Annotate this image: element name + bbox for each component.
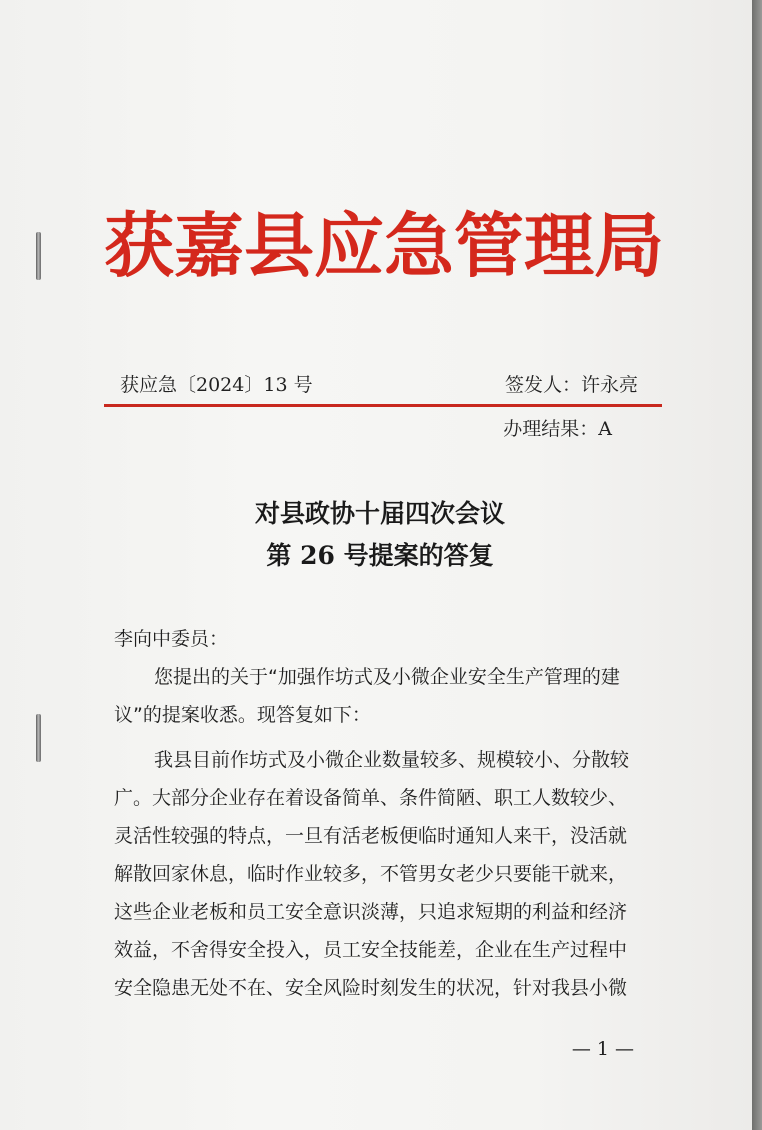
staple-top: [36, 232, 41, 280]
paragraph-line: 安全隐患无处不在、安全风险时刻发生的状况，针对我县小微: [114, 977, 628, 999]
handling-result: 办理结果：A: [503, 418, 612, 440]
paragraph-2: [114, 741, 650, 1007]
paragraph-line: 灵活性较强的特点，一旦有活老板便临时通知人来干，没活就: [114, 825, 628, 847]
staple-bottom: [36, 714, 41, 762]
paragraph-line: 这些企业老板和员工安全意识淡薄，只追求短期的利益和经济: [114, 901, 628, 923]
document-title-line-1: 对县政协十届四次会议: [254, 499, 505, 528]
paragraph-line: 您提出的关于“加强作坊式及小微企业安全生产管理的建: [154, 666, 620, 688]
paragraph-1: [114, 658, 650, 734]
paragraph-line: 议”的提案收悉。现答复如下：: [114, 704, 371, 726]
page-number: — 1 —: [571, 1038, 634, 1060]
document-title-line-2: 第 26 号提案的答复: [266, 541, 494, 570]
paragraph-line: 效益，不舍得安全投入，员工安全技能差，企业在生产过程中: [114, 939, 628, 961]
paragraph-line: 我县目前作坊式及小微企业数量较多、规模较小、分散较: [154, 749, 630, 771]
paragraph-line: 广。大部分企业存在着设备简单、条件简陋、职工人数较少、: [114, 787, 628, 809]
salutation: 李向中委员：: [114, 628, 229, 650]
issuer: 签发人：许永亮: [504, 374, 638, 396]
page-edge-shadow: [752, 0, 762, 1130]
document-number: 获应急〔2024〕13 号: [120, 374, 313, 396]
paragraph-line: 解散回家休息，临时作业较多，不管男女老少只要能干就来，: [114, 863, 628, 885]
letterhead-red-rule: [104, 404, 662, 407]
letterhead-organization: 获嘉县应急管理局: [104, 204, 664, 287]
